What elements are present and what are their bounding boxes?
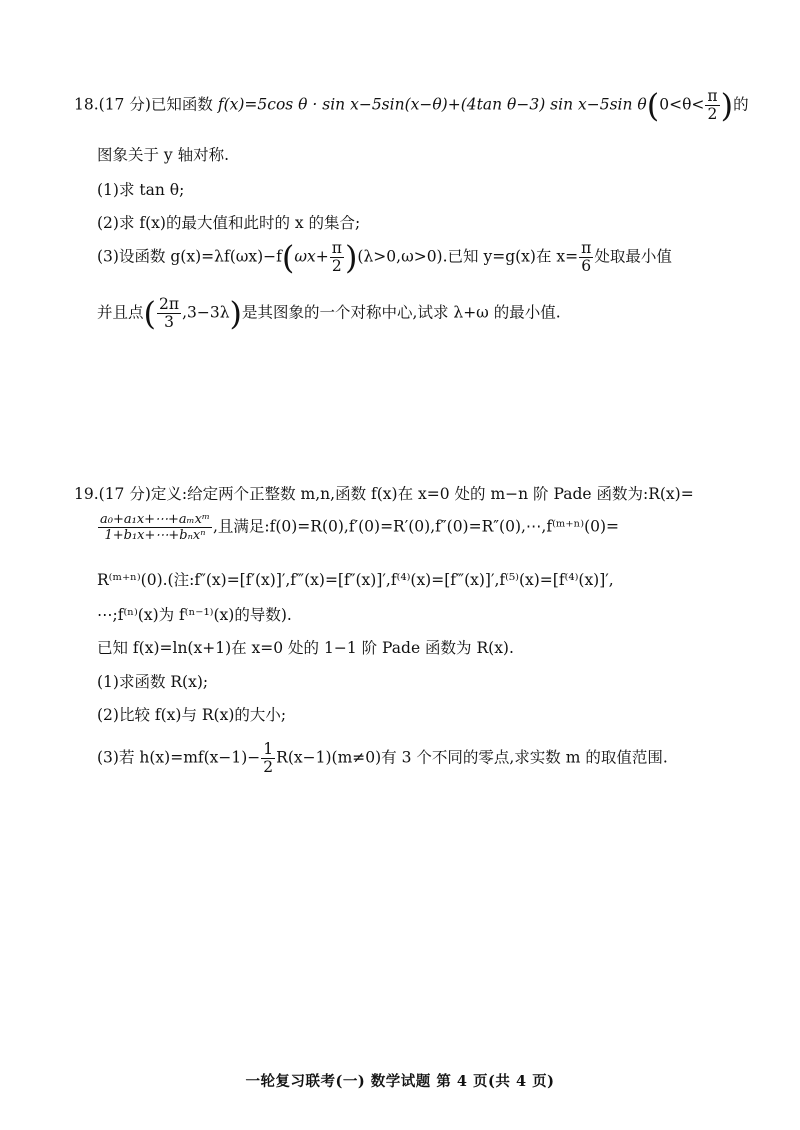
q19-line4: ⋯;f⁽ⁿ⁾(x)为 f⁽ⁿ⁻¹⁾(x)的导数).: [97, 606, 292, 624]
right-paren: ): [720, 86, 734, 125]
q18-condition: 0<θ<: [659, 95, 705, 114]
denominator: 2: [263, 758, 274, 776]
q19-part3-a: (3)若 h(x)=mf(x−1)−: [97, 748, 261, 767]
numerator: 1: [263, 740, 274, 758]
q18-point-y: ,3−3λ: [182, 303, 230, 322]
q18-part3-cont: [97, 296, 561, 331]
fraction-one-half: [261, 741, 275, 776]
q18-part3-d: 处取最小值: [594, 247, 672, 266]
right-paren: ): [344, 238, 358, 277]
q18-part3-c: (λ>0,ω>0).已知 y=g(x)在 x=: [357, 247, 579, 266]
q18-part3-a: (3)设函数 g(x)=λf(ωx)−f: [97, 247, 282, 266]
q18-line2: 图象关于 y 轴对称.: [97, 146, 230, 164]
q19-part3: [97, 741, 668, 776]
left-paren: (: [646, 86, 660, 125]
fraction-pi-over-6: [579, 240, 593, 275]
q18-tail: 的: [733, 95, 749, 114]
q18-part3-e: 并且点: [97, 303, 144, 322]
numerator: π: [707, 87, 718, 105]
fraction-2pi-over-3: [157, 296, 181, 331]
q18-part2: (2)求 f(x)的最大值和此时的 x 的集合;: [97, 214, 361, 232]
q19-conditions: ,且满足:f(0)=R(0),f′(0)=R′(0),f″(0)=R″(0),⋯,f⁽ᵐ⁺ⁿ⁾(0)=: [212, 517, 620, 536]
q18-part3: [97, 240, 672, 275]
q18-function: f(x)=5cos θ · sin x−5sin(x−θ)+(4tan θ−3) sin x−5sin θ: [217, 95, 647, 114]
q18-part3-b: ωx+: [294, 247, 329, 266]
q19-line3: R⁽ᵐ⁺ⁿ⁾(0).(注:f″(x)=[f′(x)]′,f‴(x)=[f″(x)]′,f⁽⁴⁾(x)=[f‴(x)]′,f⁽⁵⁾(x)=[f⁽⁴⁾(x)]′,: [97, 571, 614, 589]
left-paren: (: [143, 294, 156, 333]
denominator: 2: [707, 105, 718, 123]
q18-part1: (1)求 tan θ;: [97, 181, 185, 199]
right-paren: ): [229, 294, 243, 333]
denominator: 6: [581, 257, 592, 275]
denominator: 2: [331, 257, 342, 275]
pade-denominator: 1+b₁x+⋯+bₙxⁿ: [104, 528, 206, 543]
q18-head: 18.(17 分)已知函数: [74, 95, 213, 114]
pade-fraction: [98, 512, 212, 543]
q18-line1: [74, 88, 749, 123]
page-footer: 一轮复习联考(一) 数学试题 第 4 页(共 4 页): [245, 1073, 555, 1090]
left-paren: (: [281, 238, 295, 277]
numerator: π: [331, 239, 342, 257]
q19-part3-b: R(x−1)(m≠0)有 3 个不同的零点,求实数 m 的取值范围.: [276, 748, 668, 767]
q19-line2: [97, 512, 619, 543]
q19-line1: 19.(17 分)定义:给定两个正整数 m,n,函数 f(x)在 x=0 处的 m−n 阶 Pade 函数为:R(x)=: [74, 485, 694, 503]
pade-numerator: a₀+a₁x+⋯+aₘxᵐ: [100, 512, 210, 527]
q19-part1: (1)求函数 R(x);: [97, 673, 209, 691]
numerator: 2π: [159, 295, 180, 313]
q19-line5: 已知 f(x)=ln(x+1)在 x=0 处的 1−1 阶 Pade 函数为 R(x).: [97, 639, 514, 657]
q19-part2: (2)比较 f(x)与 R(x)的大小;: [97, 706, 287, 724]
fraction-pi-over-2: [330, 240, 344, 275]
q18-part3-f: 是其图象的一个对称中心,试求 λ+ω 的最小值.: [242, 303, 561, 322]
fraction-pi-over-2: [705, 88, 719, 123]
denominator: 3: [164, 313, 174, 331]
numerator: π: [581, 239, 592, 257]
